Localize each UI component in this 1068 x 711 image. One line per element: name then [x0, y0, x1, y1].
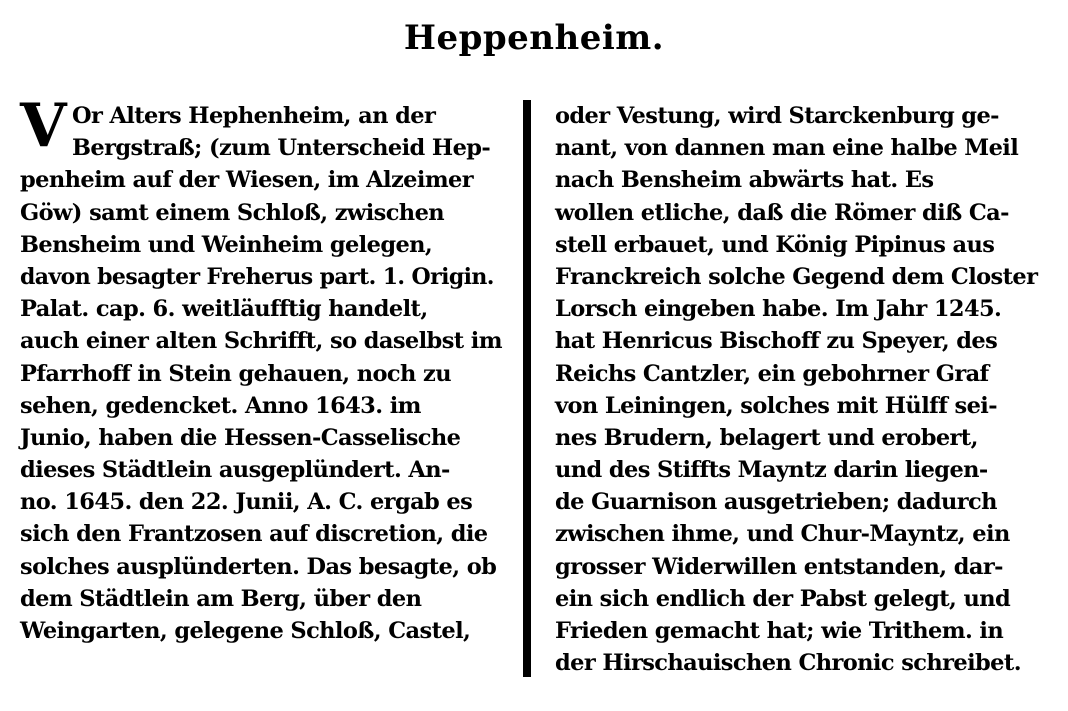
text-line: und des Stiffts Mayntz darin liegen-	[555, 457, 988, 484]
text-line: sich den Frantzosen auf discretion, die	[20, 521, 488, 548]
text-line: Junio, haben die Hessen-Casselische	[20, 424, 461, 451]
text-line: davon besagter Freherus part. 1. Origin.	[20, 263, 494, 290]
text-line: oder Vestung, wird Starckenburg ge-	[555, 103, 999, 129]
text-line: nach Bensheim abwärts hat. Es	[555, 167, 934, 194]
text-line: zwischen ihme, und Chur-Mayntz, ein	[555, 521, 1010, 548]
text-line: dem Städtlein am Berg, über den	[20, 585, 422, 612]
text-line: Reichs Cantzler, ein gebohrner Graf	[555, 360, 989, 387]
text-line: grosser Widerwillen entstanden, dar-	[555, 553, 1003, 580]
text-line: auch einer alten Schrifft, so daselbst im	[20, 328, 502, 355]
left-text-column	[20, 91, 502, 647]
text-line: der Hirschauischen Chronic schreibet.	[555, 650, 1021, 677]
text-line: solches ausplünderten. Das besagte, ob	[20, 553, 497, 580]
page-title: Heppenheim.	[403, 18, 665, 58]
drop-cap-initial: V	[20, 91, 66, 161]
text-line: Franckreich solche Gegend dem Closter	[555, 263, 1038, 290]
text-line: hat Henricus Bischoff zu Speyer, des	[555, 328, 998, 355]
right-text-column	[555, 100, 1050, 679]
text-line: Bergstraß; (zum Unterscheid Hep-	[71, 135, 491, 162]
text-line: stell erbauet, und König Pipinus aus	[555, 231, 995, 258]
text-line: nant, von dannen man eine halbe Meil	[555, 135, 1019, 162]
text-line: Palat. cap. 6. weitläufftig handelt,	[20, 296, 428, 323]
text-line: ein sich endlich der Pabst gelegt, und	[555, 585, 1011, 612]
text-line: de Guarnison ausgetrieben; dadurch	[555, 489, 997, 516]
text-line: Pfarrhoff in Stein gehauen, noch zu	[20, 360, 451, 387]
text-line: Bensheim und Weinheim gelegen,	[20, 231, 433, 258]
text-line: von Leiningen, solches mit Hülff sei-	[555, 392, 997, 419]
text-line: penheim auf der Wiesen, im Alzeimer	[20, 167, 474, 194]
text-line: sehen, gedencket. Anno 1643. im	[20, 392, 421, 419]
text-line-content: Or Alters Hephenheim, an der	[71, 103, 436, 129]
text-line: Lorsch eingeben habe. Im Jahr 1245.	[555, 296, 1002, 323]
text-line: no. 1645. den 22. Junii, A. C. ergab es	[20, 489, 473, 516]
text-line: Frieden gemacht hat; wie Trithem. in	[555, 618, 1004, 644]
text-line: nes Brudern, belagert und erobert,	[555, 424, 978, 451]
text-line: dieses Städtlein ausgeplündert. An-	[20, 457, 450, 484]
text-line: Weingarten, gelegene Schloß, Castel,	[20, 618, 471, 644]
text-line: wollen etliche, daß die Römer diß Ca-	[555, 199, 1009, 226]
text-line: Göw) samt einem Schloß, zwischen	[20, 199, 445, 226]
column-divider	[523, 100, 531, 677]
